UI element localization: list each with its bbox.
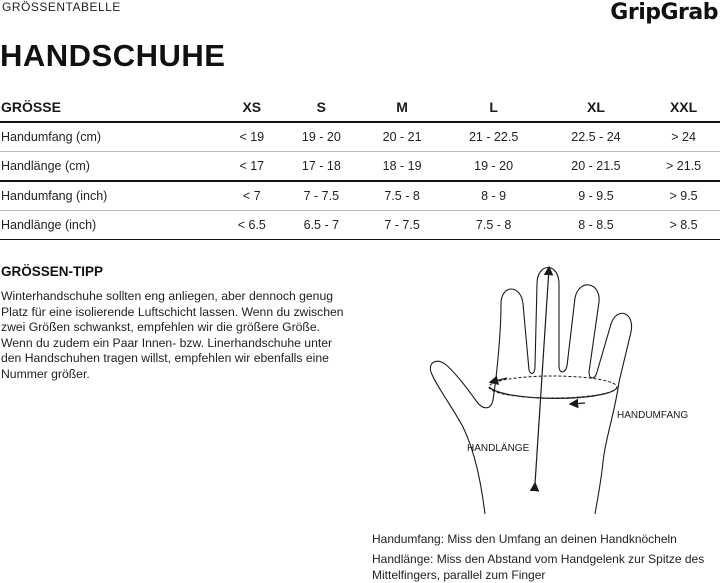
table-cell: 17 - 18 (281, 152, 362, 182)
table-cell: 9 - 9.5 (545, 181, 647, 211)
table-cell: > 8.5 (647, 211, 720, 240)
column-header-s: S (281, 92, 362, 122)
column-header-size: GRÖSSE (0, 92, 223, 122)
table-cell: < 7 (223, 181, 281, 211)
table-cell: 19 - 20 (442, 152, 544, 182)
circumference-instruction: Handumfang: Miss den Umfang an deinen Handknöcheln (372, 532, 677, 546)
table-cell: < 17 (223, 152, 281, 182)
sizing-tip-text: Winterhandschuhe sollten eng anliegen, aber dennoch genug Platz für eine isolierende Luftschicht lassen. Wenn du zwischen zwei Größen schwankst, empfehlen wir die größere Größe. Wenn du zudem ein Paar Innen- bzw. Linerhandschuhe unter den Handschuhen tragen willst, empfehlen wir ebenfalls eine Nummer größer. (1, 289, 344, 381)
row-label: Handumfang (cm) (0, 122, 223, 152)
circumference-label: HANDUMFANG (617, 410, 689, 421)
hand-outline (430, 268, 631, 515)
page-category-label: GRÖSSENTABELLE (2, 0, 121, 14)
table-cell: > 24 (647, 122, 720, 152)
row-label: Handlänge (inch) (0, 211, 223, 240)
table-cell: 8 - 8.5 (545, 211, 647, 240)
table-cell: 20 - 21 (362, 122, 443, 152)
gripgrab-logo[interactable]: GripGrab (610, 0, 718, 25)
row-label: Handlänge (cm) (0, 152, 223, 182)
table-cell: 20 - 21.5 (545, 152, 647, 182)
page-title: HANDSCHUHE (0, 38, 226, 73)
column-header-l: L (442, 92, 544, 122)
table-cell: 8 - 9 (442, 181, 544, 211)
table-row (0, 211, 720, 240)
table-cell: 18 - 19 (362, 152, 443, 182)
column-header-m: M (362, 92, 443, 122)
circumference-arrow-right (571, 403, 585, 404)
circumference-front-arc (489, 387, 617, 398)
sizing-tip-heading: GRÖSSEN-TIPP (1, 264, 104, 279)
column-header-xs: XS (223, 92, 281, 122)
hand-illustration (425, 262, 689, 522)
column-header-xxl: XXL (647, 92, 720, 122)
table-cell: 22.5 - 24 (545, 122, 647, 152)
table-cell: 21 - 22.5 (442, 122, 544, 152)
table-header-row (0, 92, 720, 122)
table-cell: < 6.5 (223, 211, 281, 240)
row-label: Handumfang (inch) (0, 181, 223, 211)
table-cell: 7 - 7.5 (281, 181, 362, 211)
table-cell: 7 - 7.5 (362, 211, 443, 240)
table-cell: 19 - 20 (281, 122, 362, 152)
length-label: HANDLÄNGE (467, 443, 530, 454)
table-cell: 7.5 - 8 (362, 181, 443, 211)
table-cell: > 9.5 (647, 181, 720, 211)
column-header-xl: XL (545, 92, 647, 122)
table-cell: 6.5 - 7 (281, 211, 362, 240)
table-row (0, 122, 720, 152)
table-cell: > 21.5 (647, 152, 720, 182)
table-cell: 7.5 - 8 (442, 211, 544, 240)
table-cell: < 19 (223, 122, 281, 152)
table-row (0, 152, 720, 182)
hand-measurement-diagram (425, 262, 689, 522)
size-table (0, 92, 720, 240)
table-row (0, 181, 720, 211)
length-instruction: Handlänge: Miss den Abstand vom Handgelenk zur Spitze des Mittelfingers, parallel zum Finger (372, 552, 705, 582)
